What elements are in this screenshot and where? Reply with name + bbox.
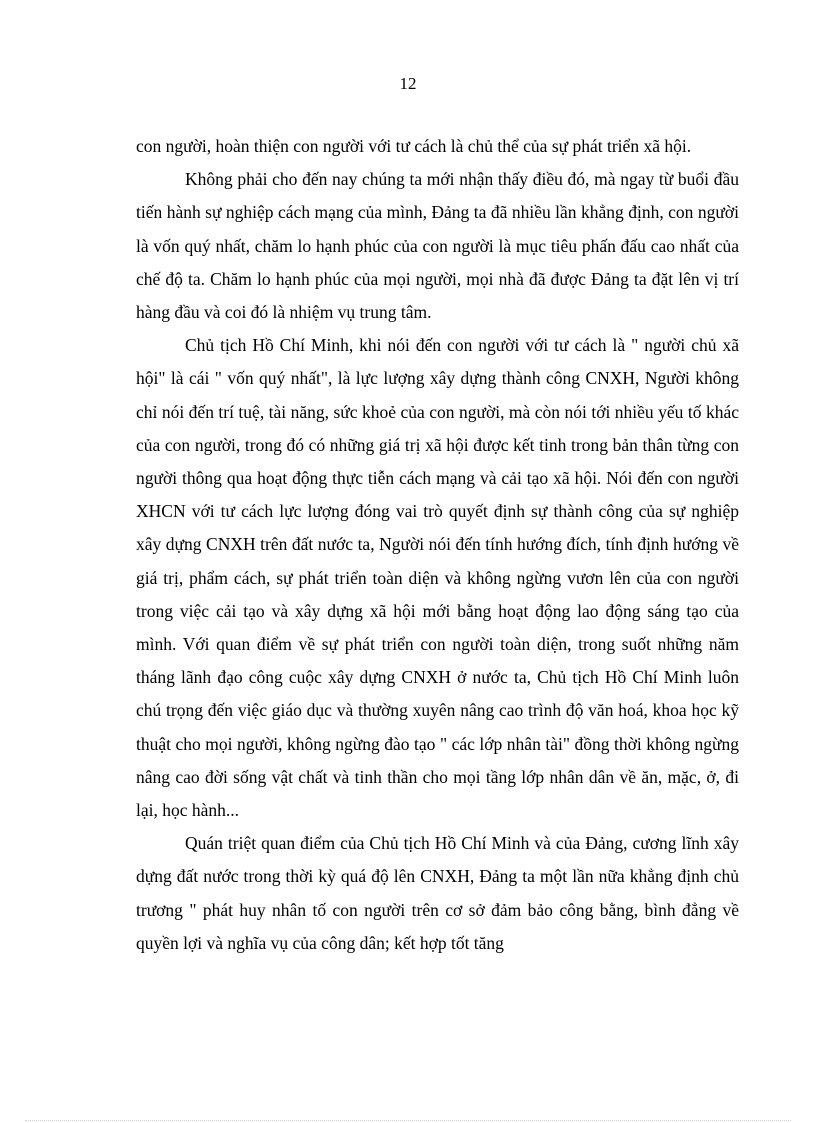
- page-body: [136, 130, 739, 960]
- page-bottom-divider: [25, 1120, 791, 1121]
- paragraph: Quán triệt quan điểm của Chủ tịch Hồ Chí Minh và của Đảng, cương lĩnh xây dựng đất nước trong thời kỳ quá độ lên CNXH, Đảng ta một lần nữa khẳng định chủ trương " phát huy nhân tố con người trên cơ sở đảm bảo công bằng, bình đẳng về quyền lợi và nghĩa vụ của công dân; kết hợp tốt tăng: [136, 833, 739, 953]
- paragraph-continuation: con người, hoàn thiện con người với tư cách là chủ thể của sự phát triển xã hội.: [136, 136, 692, 156]
- page-number: 12: [399, 74, 417, 93]
- paragraph: Chủ tịch Hồ Chí Minh, khi nói đến con người với tư cách là " người chủ xã hội" là cái " vốn quý nhất", là lực lượng xây dựng thành công CNXH, Người không chỉ nói đến trí tuệ, tài năng, sức khoẻ của con người, mà còn nói tới nhiều yếu tố khác của con người, trong đó có những giá trị xã hội được kết tinh trong bản thân từng con người thông qua hoạt động thực tiễn cách mạng và cải tạo xã hội. Nói đến con người XHCN với tư cách lực lượng đóng vai trò quyết định sự thành công của sự nghiệp xây dựng CNXH trên đất nước ta, Người nói đến tính hướng đích, tính định hướng về giá trị, phẩm cách, sự phát triển toàn diện và không ngừng vươn lên của con người trong việc cải tạo và xây dựng xã hội mới bằng hoạt động lao động sáng tạo của mình. Với quan điểm về sự phát triển con người toàn diện, trong suốt những năm tháng lãnh đạo công cuộc xây dựng CNXH ở nước ta, Chủ tịch Hồ Chí Minh luôn chú trọng đến việc giáo dục và thường xuyên nâng cao trình độ văn hoá, khoa học kỹ thuật cho mọi người, không ngừng đào tạo " các lớp nhân tài" đồng thời không ngừng nâng cao đời sống vật chất và tinh thần cho mọi tầng lớp nhân dân về ăn, mặc, ở, đi lại, học hành...: [136, 335, 739, 821]
- paragraph: Không phải cho đến nay chúng ta mới nhận thấy điều đó, mà ngay từ buổi đầu tiến hành sự nghiệp cách mạng của mình, Đảng ta đã nhiều lần khẳng định, con người là vốn quý nhất, chăm lo hạnh phúc của con người là mục tiêu phấn đấu cao nhất của chế độ ta. Chăm lo hạnh phúc của mọi người, mọi nhà đã được Đảng ta đặt lên vị trí hàng đầu và coi đó là nhiệm vụ trung tâm.: [136, 169, 739, 323]
